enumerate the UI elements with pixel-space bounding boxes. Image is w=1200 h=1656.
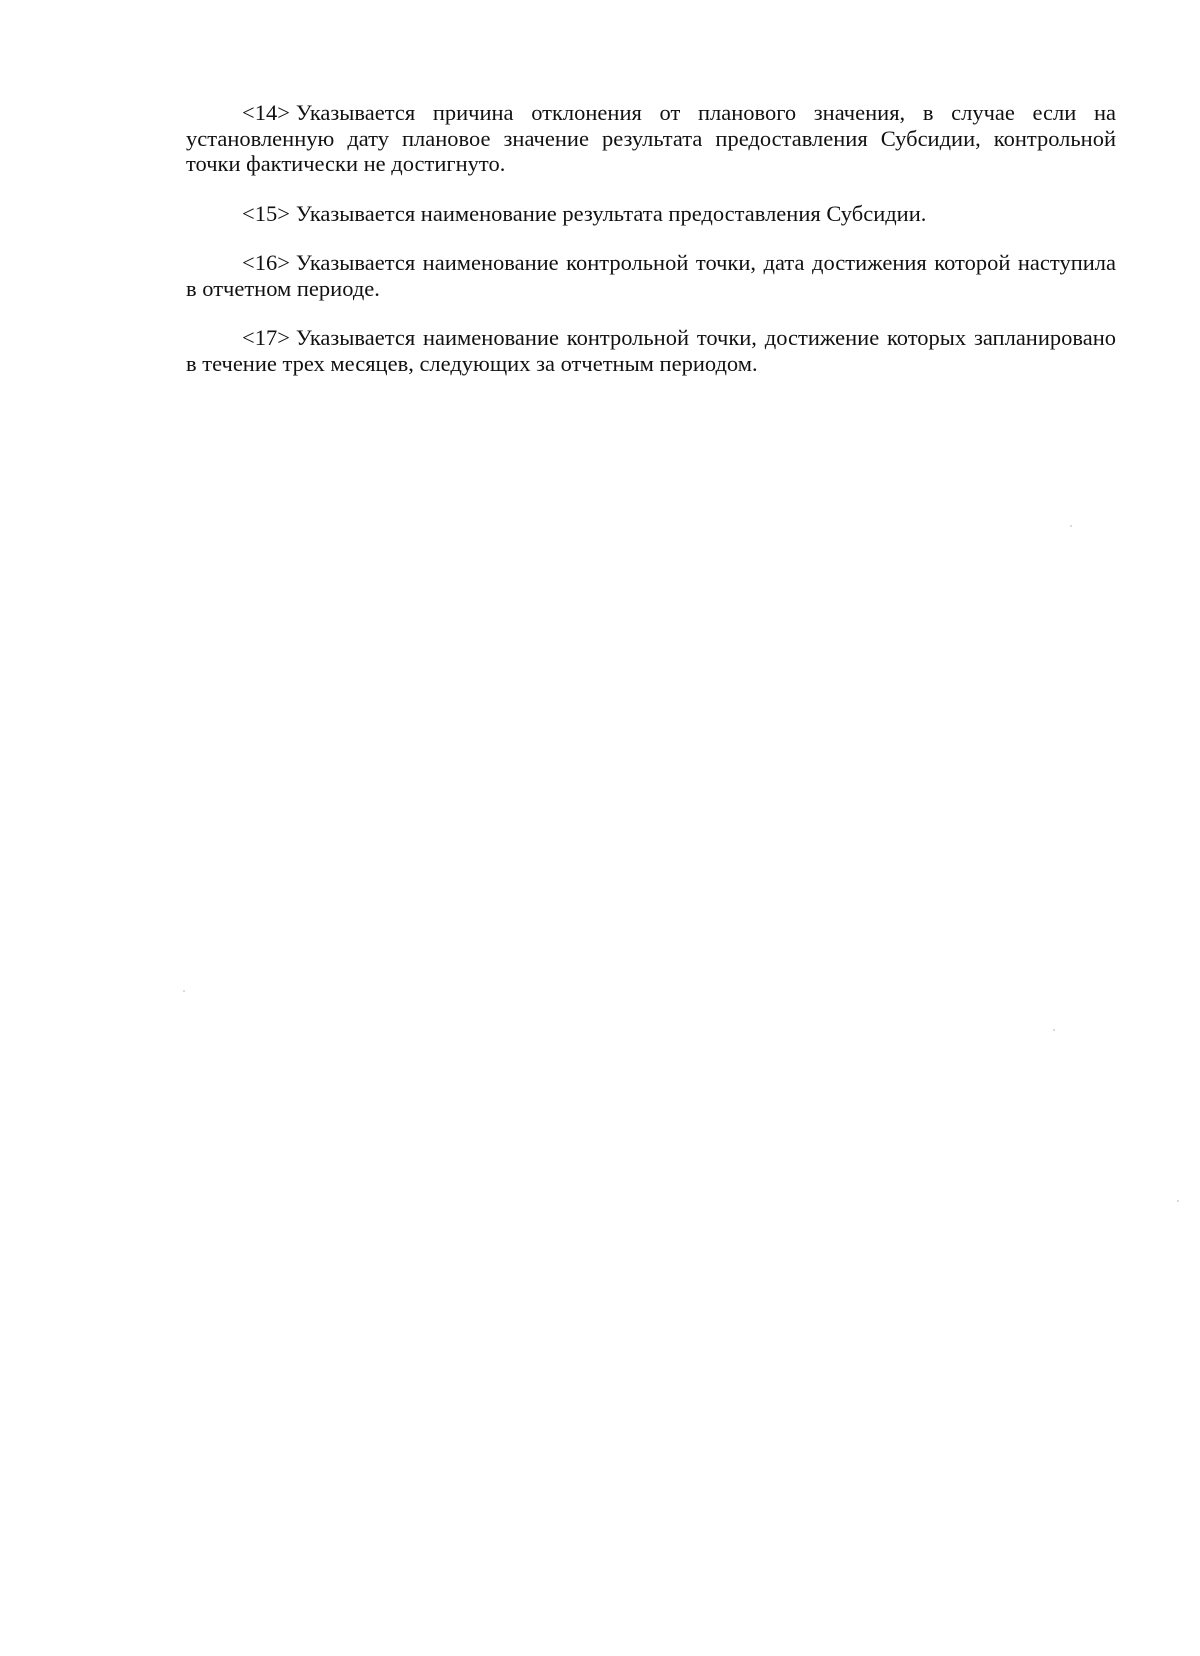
- footnote-text: Указывается причина отклонения от планового значения, в случае если на установленную дату плановое значение результата предоставления Субсидии, контрольной точки фактически не достигнуто.: [186, 100, 1116, 176]
- footnote-16: [186, 250, 1116, 301]
- scan-speck: [1070, 525, 1072, 527]
- footnote-17: [186, 325, 1116, 376]
- footnotes-list: [186, 100, 1116, 400]
- footnote-text: Указывается наименование результата предоставления Субсидии.: [295, 200, 927, 226]
- footnote-14: [186, 100, 1116, 177]
- footnote-marker: <16>: [242, 250, 290, 275]
- footnote-15: [186, 201, 1116, 227]
- footnote-text: Указывается наименование контрольной точки, достижение которых запланировано в течение трех месяцев, следующих за отчетным периодом.: [186, 325, 1116, 376]
- footnote-marker: <17>: [242, 325, 290, 350]
- footnote-text: Указывается наименование контрольной точки, дата достижения которой наступила в отчетном периоде.: [186, 250, 1116, 301]
- scan-speck: [1177, 1200, 1179, 1202]
- footnote-marker: <14>: [242, 100, 290, 125]
- footnote-marker: <15>: [242, 200, 290, 226]
- scan-speck: [183, 990, 185, 992]
- scan-speck: [1053, 1029, 1055, 1031]
